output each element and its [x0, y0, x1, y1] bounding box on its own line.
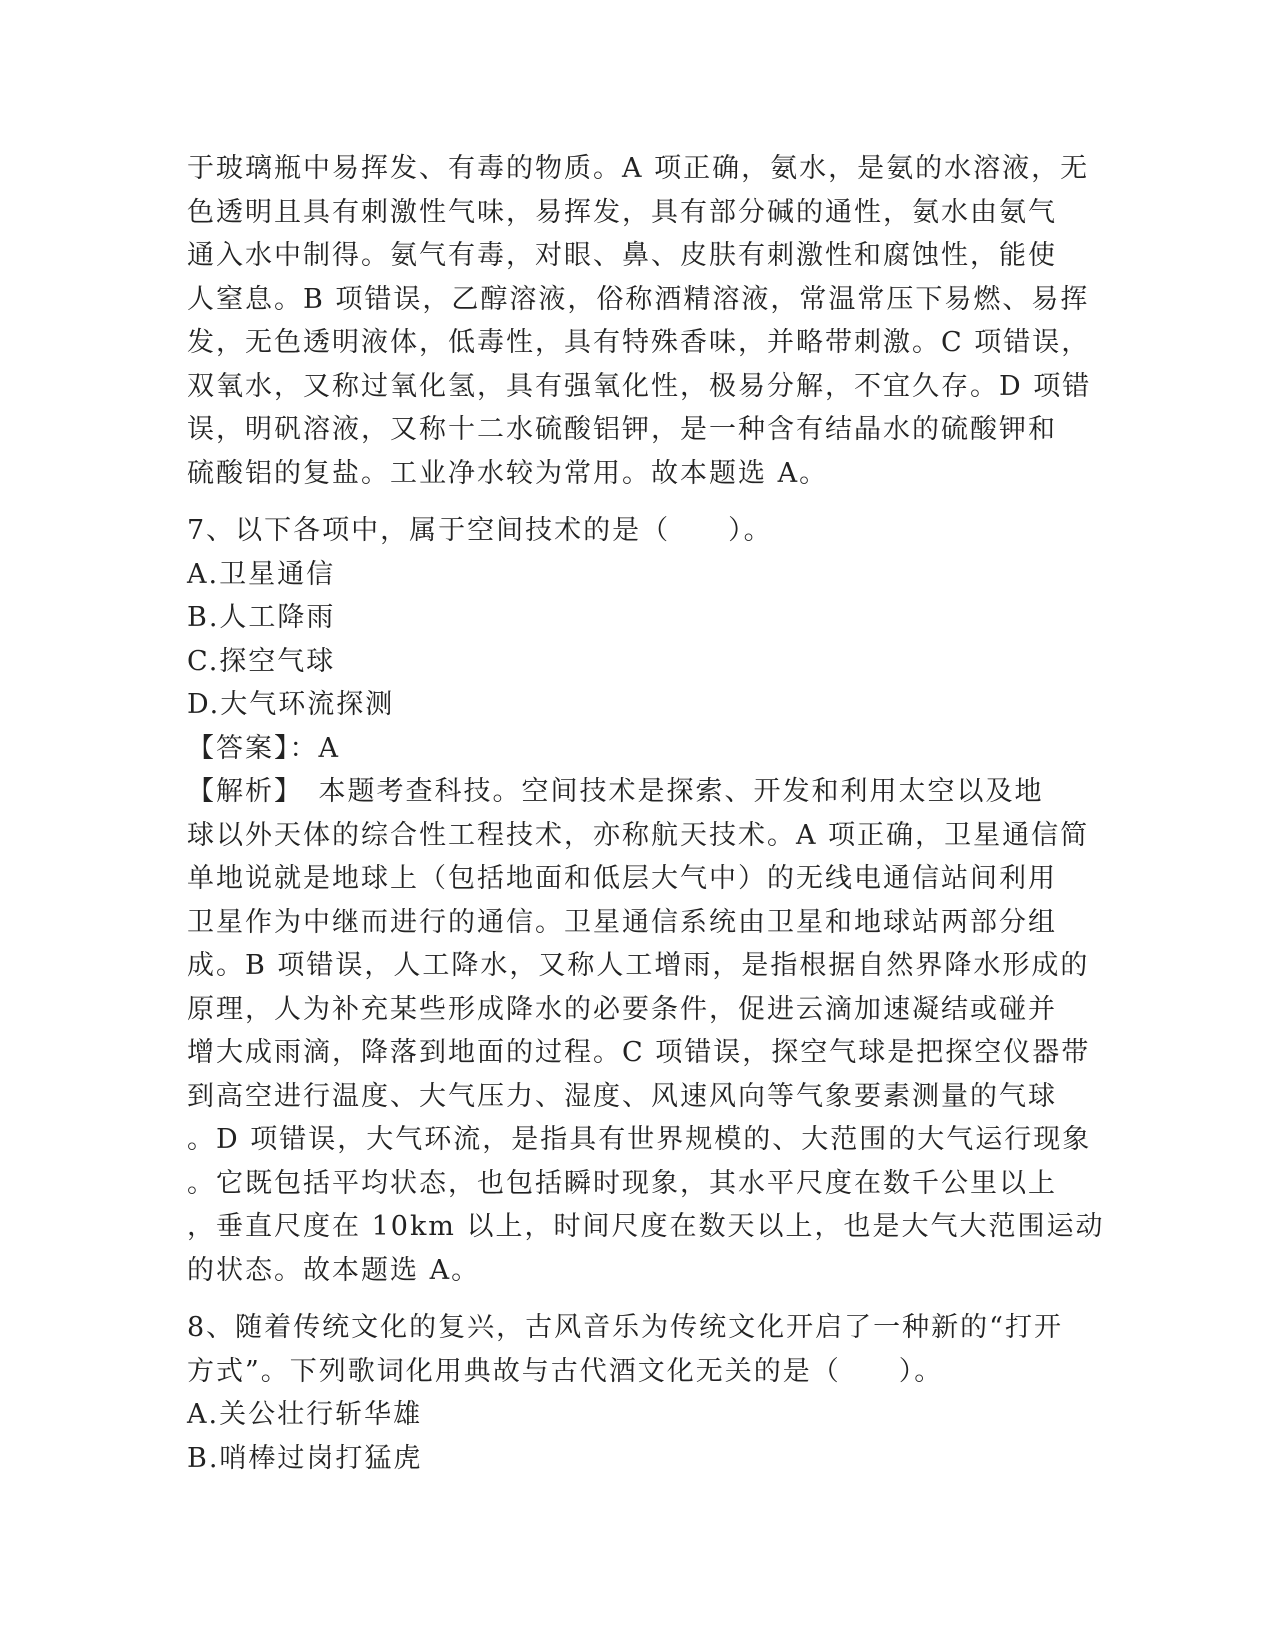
text-line: 的状态。故本题选 A。 [187, 1254, 481, 1286]
question-stem: 方式”。下列歌词化用典故与古代酒文化无关的是（ ）。 [187, 1355, 944, 1387]
text-line: 双氧水，又称过氧化氢，具有强氧化性，极易分解，不宜久存。D 项错 [187, 370, 1092, 402]
text-line: 【解析】 本题考查科技。空间技术是探索、开发和利用太空以及地 [187, 776, 1044, 807]
text-line: 通入水中制得。氨气有毒，对眼、鼻、皮肤有刺激性和腐蚀性，能使 [187, 240, 1057, 271]
document-page [187, 147, 1105, 1480]
option-b: B.人工降雨 [187, 602, 336, 633]
text-line: 人窒息。B 项错误，乙醇溶液，俗称酒精溶液，常温常压下易燃、易挥 [187, 283, 1090, 315]
question-7 [187, 509, 1105, 1292]
option-a: A.关公壮行斩华雄 [187, 1399, 423, 1430]
text-line: 硫酸铝的复盐。工业净水较为常用。故本题选 A。 [187, 457, 829, 489]
text-line: 。D 项错误，大气环流，是指具有世界规模的、大范围的大气运行现象 [187, 1124, 1092, 1155]
text-line: 。它既包括平均状态，也包括瞬时现象，其水平尺度在数千公里以上 [187, 1167, 1057, 1199]
question-stem: 8、随着传统文化的复兴，古风音乐为传统文化开启了一种新的“打开 [187, 1312, 1063, 1343]
text-line: ，垂直尺度在 10km 以上，时间尺度在数天以上，也是大气大范围运动 [187, 1211, 1105, 1242]
answer: 【答案】：A [187, 732, 340, 764]
text-line: 发，无色透明液体，低毒性，具有特殊香味，并略带刺激。C 项错误， [187, 327, 1091, 358]
option-c: C.探空气球 [187, 645, 336, 677]
option-d: D.大气环流探测 [187, 689, 395, 720]
analysis [187, 770, 1105, 1292]
option-a: A.卫星通信 [187, 558, 336, 590]
text-line: 单地说就是地球上（包括地面和低层大气中）的无线电通信站间利用 [187, 863, 1057, 894]
question-stem: 7、以下各项中，属于空间技术的是（ ）。 [187, 515, 773, 546]
text-line: 卫星作为中继而进行的通信。卫星通信系统由卫星和地球站两部分组 [187, 906, 1057, 938]
option-b: B.哨棒过岗打猛虎 [187, 1442, 423, 1474]
text-line: 增大成雨滴，降落到地面的过程。C 项错误，探空气球是把探空仪器带 [187, 1037, 1091, 1068]
question-8 [187, 1306, 1082, 1480]
text-line: 于玻璃瓶中易挥发、有毒的物质。A 项正确，氨水，是氨的水溶液，无 [187, 153, 1090, 184]
analysis-continuation [187, 147, 1092, 495]
text-line: 到高空进行温度、大气压力、湿度、风速风向等气象要素测量的气球 [187, 1080, 1057, 1112]
text-line: 原理，人为补充某些形成降水的必要条件，促进云滴加速凝结或碰并 [187, 993, 1057, 1025]
text-line: 成。B 项错误，人工降水，又称人工增雨，是指根据自然界降水形成的 [187, 950, 1090, 981]
text-line: 误，明矾溶液，又称十二水硫酸铝钾，是一种含有结晶水的硫酸钾和 [187, 414, 1057, 445]
text-line: 色透明且具有刺激性气味，易挥发，具有部分碱的通性，氨水由氨气 [187, 196, 1057, 228]
text-line: 球以外天体的综合性工程技术，亦称航天技术。A 项正确，卫星通信简 [187, 819, 1090, 851]
